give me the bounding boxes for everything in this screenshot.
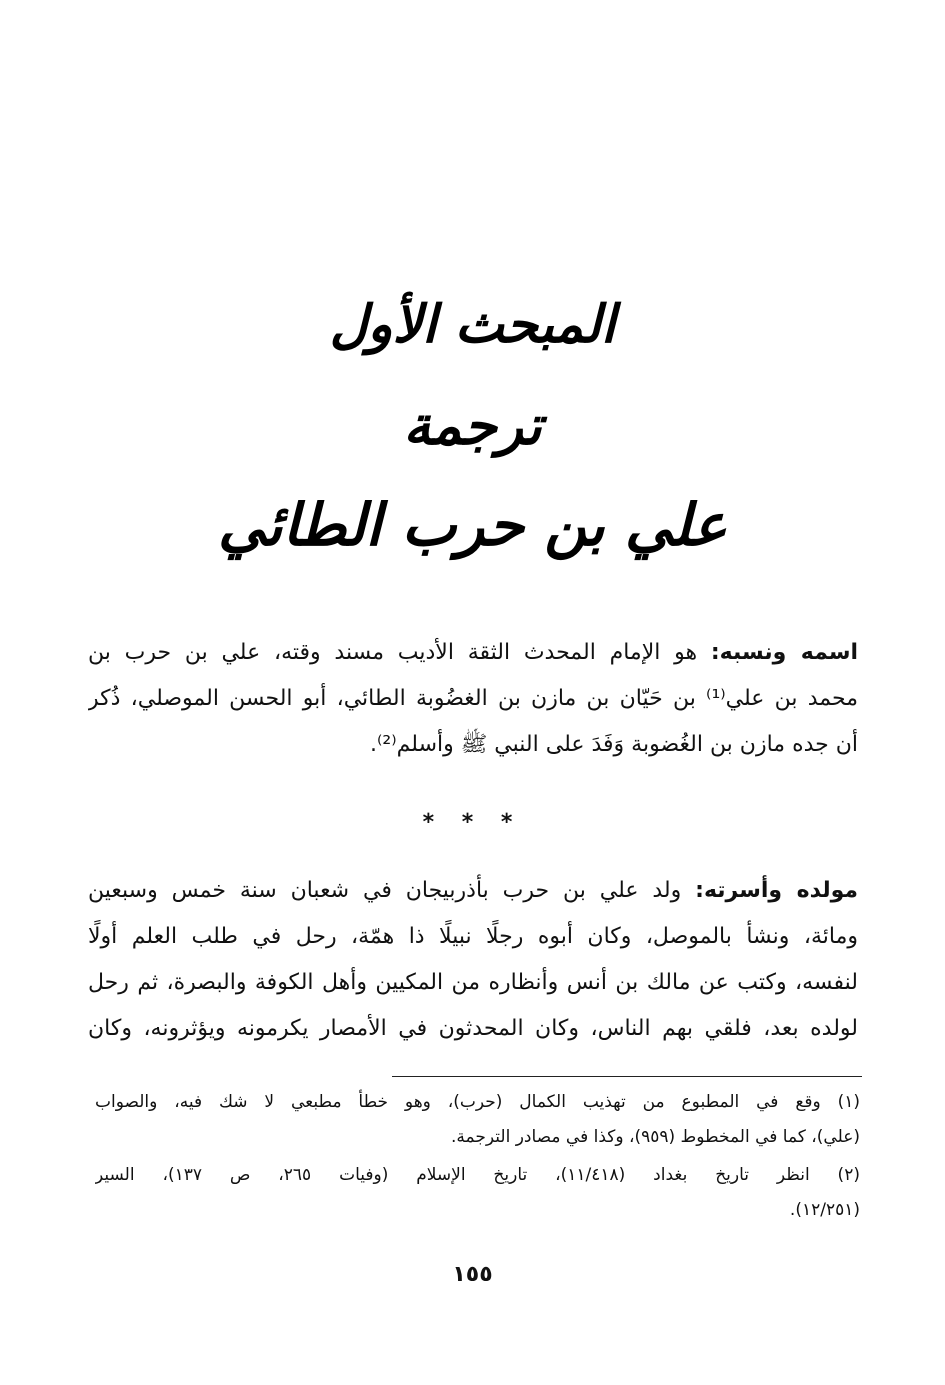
footnote-1: [95, 1085, 860, 1155]
paragraph-text: ولد علي بن حرب بأذربيجان في شعبان سنة خمس وسبعين: [88, 878, 682, 903]
paragraph-label: مولده وأسرته:: [695, 878, 858, 903]
paragraph-line: لنفسه، وكتب عن مالك بن أنس وأنظاره من المكيين وأهل الكوفة والبصرة، ثم رحل: [88, 970, 858, 995]
paragraph-line: [88, 630, 858, 676]
paragraph-line: [88, 868, 858, 914]
footnote-line: (٢) انظر تاريخ بغداد (١١/٤١٨)، تاريخ الإسلام (وفيات ٢٦٥، ص ١٣٧)، السير: [95, 1165, 860, 1185]
paragraph-name-lineage: [88, 630, 858, 768]
footnote-line: (علي)، كما في المخطوط (٩٥٩)، وكذا في مصادر الترجمة.: [451, 1127, 860, 1147]
footnote-line: (١) وقع في المطبوع من تهذيب الكمال (حرب)، وهو خطأ مطبعي لا شك فيه، والصواب: [95, 1092, 860, 1112]
paragraph-label: اسمه ونسبه:: [710, 640, 858, 665]
section-separator: * * *: [422, 810, 523, 835]
footnote-2: [95, 1158, 860, 1228]
footnote-divider: [392, 1076, 862, 1077]
paragraph-birth-family: [88, 868, 858, 1052]
paragraph-line: أن جده مازن بن الغُضوبة وَفَدَ على النبي ﷺ وأسلم⁽²⁾.: [370, 732, 858, 757]
heading-line-3: علي بن حرب الطائي: [217, 491, 727, 559]
paragraph-line: ومائة، ونشأ بالموصل، وكان أبوه رجلًا نبيلًا ذا همّة، رحل في طلب العلم أولًا: [88, 924, 858, 949]
footnote-line: (١٢/٢٥١).: [789, 1200, 860, 1220]
heading-line-2: ترجمة: [403, 393, 542, 457]
paragraph-line: محمد بن علي⁽¹⁾ بن حَيّان بن مازن بن الغضُوبة الطائي، أبو الحسن الموصلي، ذُكر: [88, 686, 858, 711]
paragraph-line: لولده بعد، فلقي بهم الناس، وكان المحدثون في الأمصار يكرمونه ويؤثرونه، وكان: [88, 1016, 858, 1041]
paragraph-text: هو الإمام المحدث الثقة الأديب مسند وقته، علي بن حرب بن: [88, 640, 698, 665]
page-number: ١٥٥: [452, 1262, 493, 1287]
heading-line-1: المبحث الأول: [329, 294, 616, 355]
